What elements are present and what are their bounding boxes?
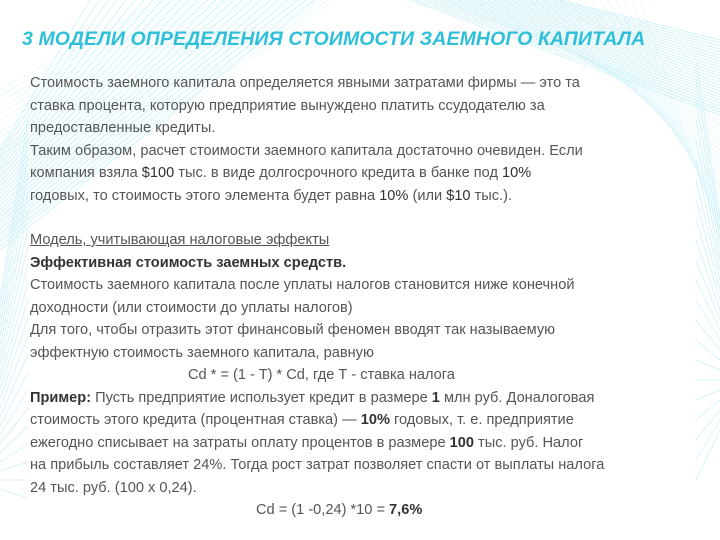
example-line: 24 тыс. руб. (100 х 0,24). bbox=[30, 479, 197, 496]
text-line: компания взяла $100 тыс. в виде долгосрочного кредита в банке под 10% bbox=[30, 165, 532, 181]
result-value: 7,6% bbox=[389, 502, 423, 518]
spacer bbox=[30, 207, 690, 229]
amount-value: $10 bbox=[446, 187, 471, 204]
example-line: стоимость этого кредита (процентная ставка) — 10% годовых, т. е. предприятие bbox=[30, 412, 574, 428]
text-line: Стоимость заемного капитала после уплаты налогов становится ниже конечной bbox=[30, 277, 575, 293]
rate-value: 10% bbox=[502, 165, 532, 181]
text-line: доходности (или стоимости до уплаты налогов) bbox=[30, 299, 353, 316]
text-line: эффектную стоимость заемного капитала, равную bbox=[30, 344, 374, 361]
text-line: Таким образом, расчет стоимости заемного капитала достаточно очевиден. Если bbox=[30, 142, 583, 159]
text-line: годовых, то стоимость этого элемента будет равна 10% (или $10 тыс.). bbox=[30, 187, 513, 204]
slide-title: 3 МОДЕЛИ ОПРЕДЕЛЕНИЯ СТОИМОСТИ ЗАЕМНОГО КАПИТАЛА bbox=[22, 28, 646, 50]
model-heading: Модель, учитывающая налоговые эффекты bbox=[30, 232, 330, 248]
example-line: ежегодно списывает на затраты оплату процентов в размере 100 тыс. руб. Налог bbox=[30, 434, 584, 451]
rate-value: 10% bbox=[379, 187, 409, 204]
text-line: ставка процента, которую предприятие вынуждено платить ссудодателю за bbox=[30, 97, 545, 114]
amount-value: $100 bbox=[141, 165, 175, 181]
example-label: Пример: bbox=[30, 389, 92, 406]
example-line: Пример: Пусть предприятие использует кредит в размере 1 млн руб. Доналоговая bbox=[30, 389, 595, 406]
example-line: на прибыль составляет 24%. Тогда рост затрат позволяет спасти от выплаты налога bbox=[30, 457, 605, 473]
text-line: предоставленные кредиты. bbox=[30, 120, 216, 136]
effective-cost-heading: Эффективная стоимость заемных средств. bbox=[30, 254, 347, 271]
formula-effective-cost: Cd * = (1 - T) * Cd, где Т - ставка налога bbox=[188, 367, 455, 383]
slide-body bbox=[30, 72, 690, 522]
formula-calculation: Cd = (1 -0,24) *10 = 7,6% bbox=[256, 502, 423, 518]
text-line: Стоимость заемного капитала определяется явными затратами фирмы — это та bbox=[30, 75, 580, 91]
text-line: Для того, чтобы отразить этот финансовый феномен вводят так называемую bbox=[30, 322, 556, 338]
